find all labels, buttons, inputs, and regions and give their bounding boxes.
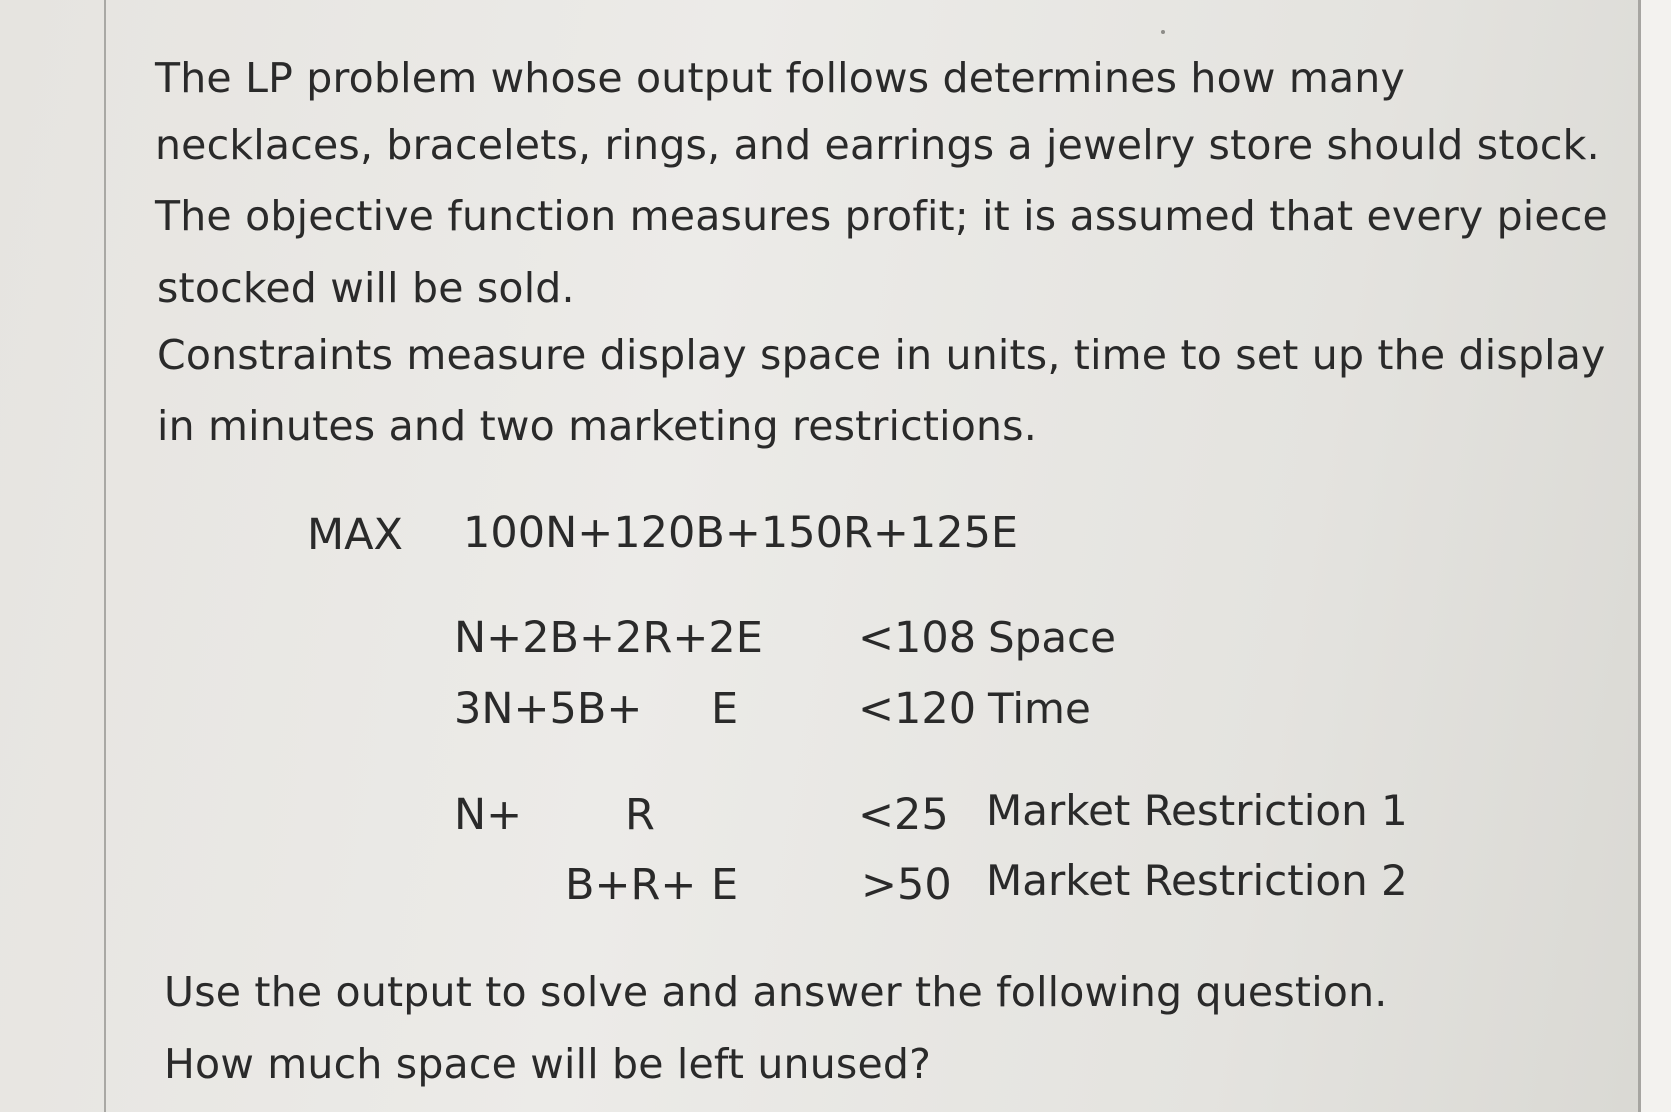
constraint-space-lhs: N+2B+2R+2E [454, 613, 763, 663]
constraint-market2-rhs: >50 [861, 860, 952, 910]
constraint-time-lhs-b: E [711, 684, 739, 734]
question-line-2: How much space will be left unused? [164, 1040, 932, 1088]
constraint-market2-lhs-b: E [711, 860, 739, 910]
constraint-market1-rhs: <25 [858, 790, 949, 840]
intro-line-3: The objective function measures profit; it is assumed that every piece [155, 192, 1608, 240]
constraint-market1-lhs-a: N+ [454, 790, 523, 840]
constraint-time-name: Time [988, 684, 1091, 733]
constraint-market2-name: Market Restriction 2 [986, 856, 1408, 905]
constraint-market2-lhs-a: B+R+ [565, 860, 697, 910]
objective-label: MAX [307, 510, 403, 560]
constraint-time-rhs: <120 [858, 684, 977, 734]
intro-line-2: necklaces, bracelets, rings, and earrings a jewelry store should stock. [155, 121, 1600, 169]
constraint-market1-lhs-b: R [625, 790, 655, 840]
constraint-space-rhs: <108 [858, 613, 977, 663]
left-border-line [104, 0, 106, 1112]
constraint-market1-name: Market Restriction 1 [986, 786, 1408, 835]
intro-line-4: stocked will be sold. [157, 264, 575, 312]
constraint-time-lhs-a: 3N+5B+ [454, 684, 643, 734]
constraints-line-2: in minutes and two marketing restrictions. [157, 402, 1037, 450]
objective-expression: 100N+120B+150R+125E [463, 508, 1019, 558]
constraint-space-name: Space [988, 613, 1116, 662]
constraints-line-1: Constraints measure display space in units, time to set up the display [157, 331, 1606, 379]
speck [1161, 30, 1165, 34]
question-line-1: Use the output to solve and answer the following question. [164, 968, 1388, 1016]
right-margin [1641, 0, 1671, 1112]
intro-line-1: The LP problem whose output follows determines how many [155, 54, 1405, 102]
